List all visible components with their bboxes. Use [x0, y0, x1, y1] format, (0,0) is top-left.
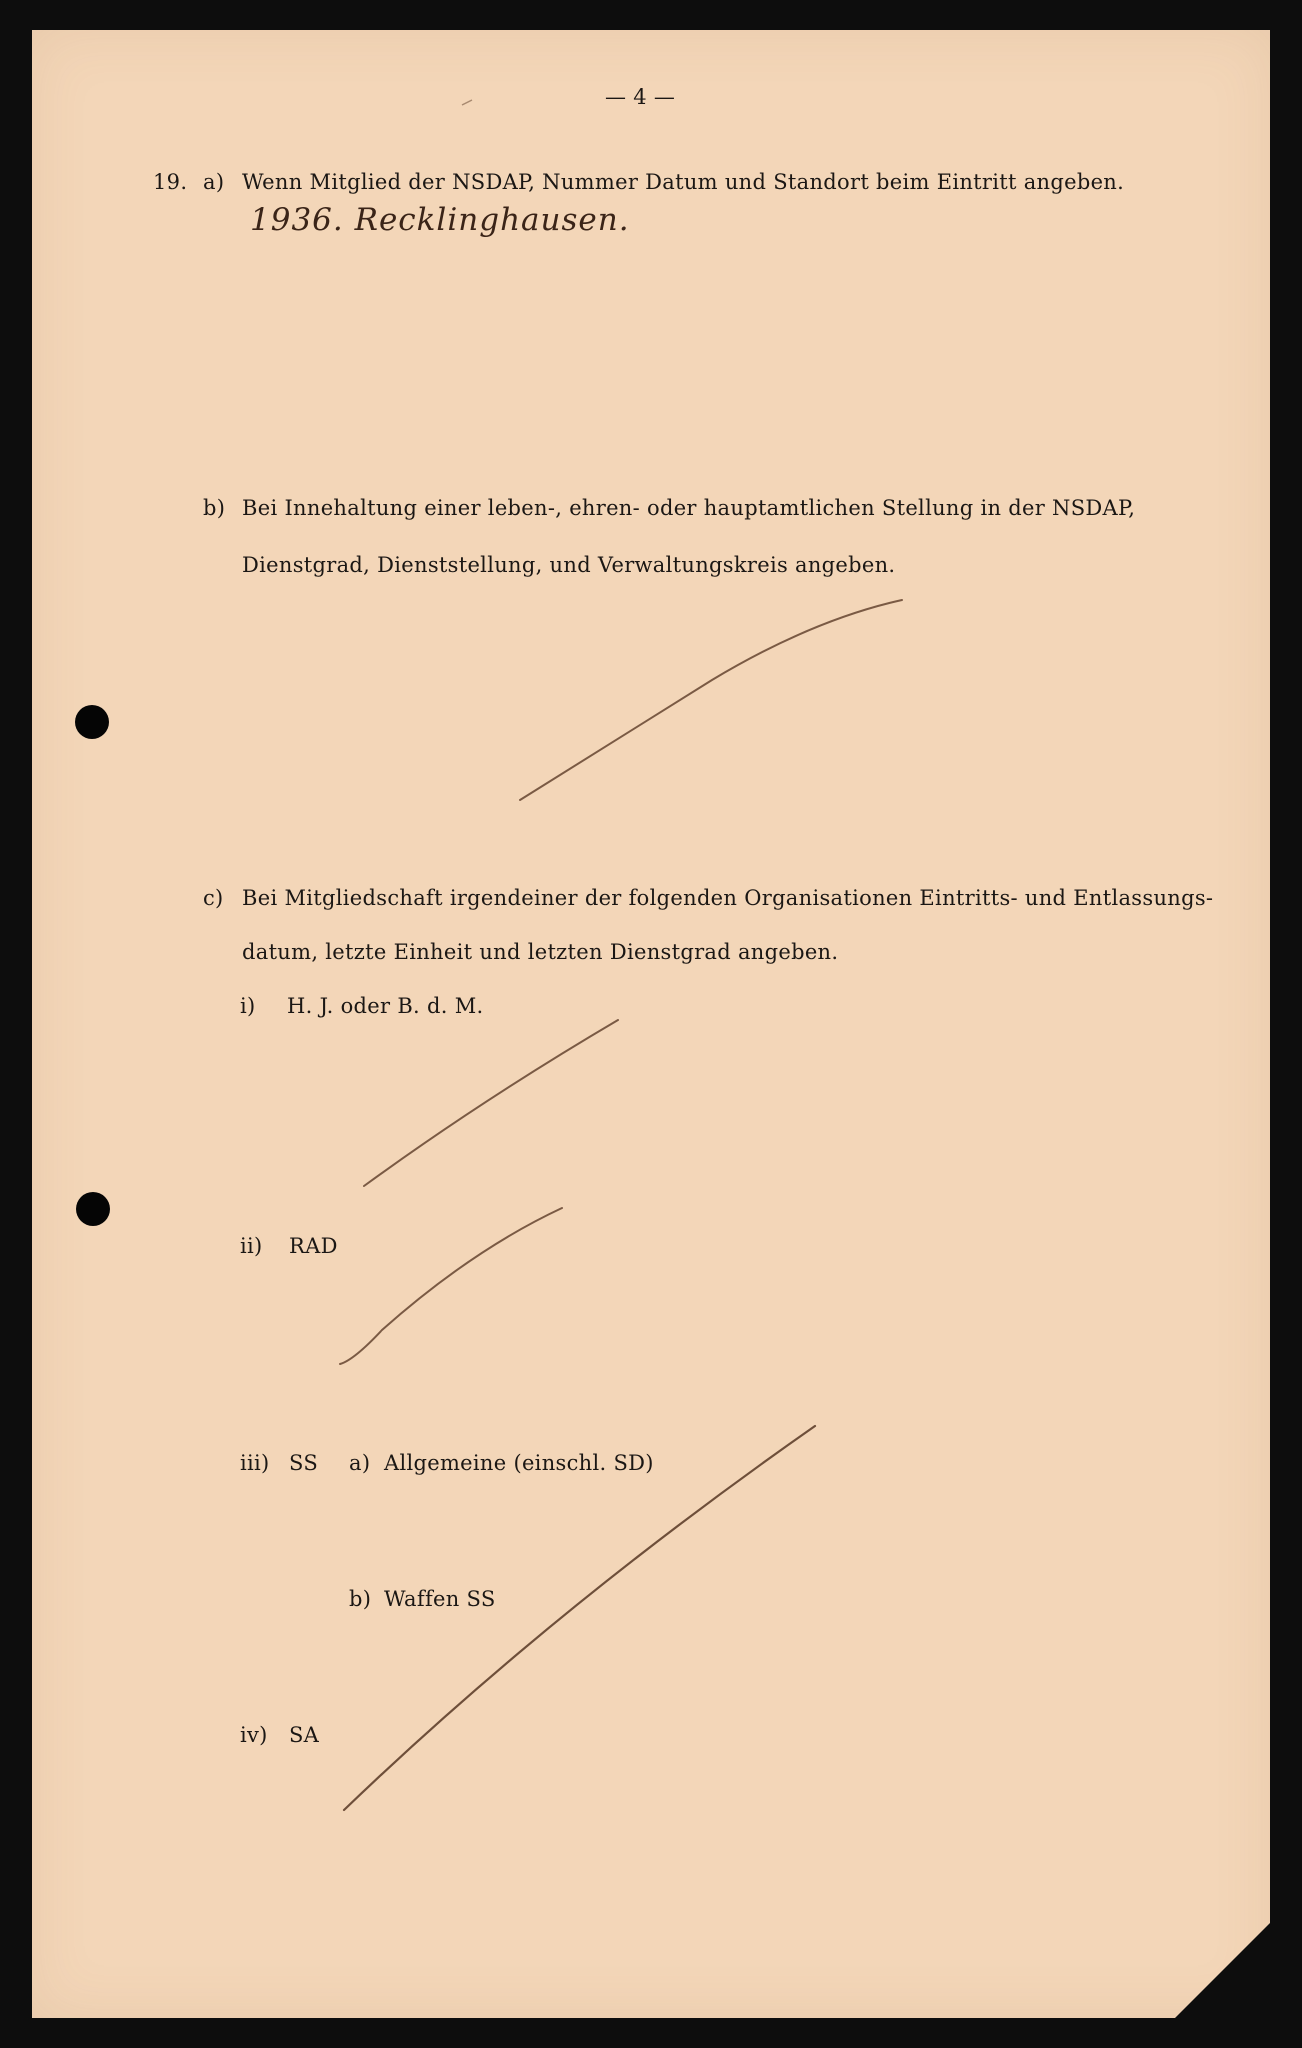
item-ss-allgemeine-text: Allgemeine (einschl. SD) — [384, 1451, 654, 1475]
q19a-text: Wenn Mitglied der NSDAP, Nummer Datum und Standort beim Eintritt angeben. — [242, 170, 1125, 194]
q19c-label: c) — [203, 886, 224, 910]
strike-line-ss — [344, 1426, 815, 1810]
strike-line-rad — [340, 1208, 562, 1364]
paper-mark — [462, 100, 472, 105]
q19a-handwritten-answer: 1936. Recklinghausen. — [250, 202, 630, 238]
q19c-line2: datum, letzte Einheit und letzten Dienstgrad angeben. — [242, 940, 839, 964]
item-sa-text: SA — [289, 1723, 320, 1747]
strike-line-b — [520, 600, 902, 800]
strike-lines — [32, 30, 1270, 2018]
strike-line-hj — [364, 1020, 618, 1186]
item-rad-text: RAD — [289, 1234, 338, 1258]
item-waffen-ss-text: Waffen SS — [384, 1587, 496, 1611]
item-rad-label: ii) — [240, 1234, 263, 1258]
q19b-line2: Dienstgrad, Dienststellung, und Verwaltungskreis angeben. — [242, 553, 896, 577]
question-number: 19. — [153, 170, 188, 194]
page-number: — 4 — — [605, 85, 676, 109]
q19b-label: b) — [203, 496, 226, 520]
torn-corner — [1175, 1923, 1270, 2018]
item-sa-label: iv) — [240, 1723, 268, 1747]
item-ss-allgemeine-label: a) — [349, 1451, 371, 1475]
item-hj-label: i) — [240, 994, 256, 1018]
item-hj-text: H. J. oder B. d. M. — [287, 994, 484, 1018]
punch-hole-lower — [76, 1192, 110, 1226]
item-ss-text: SS — [289, 1451, 319, 1475]
item-waffen-ss-label: b) — [349, 1587, 372, 1611]
q19c-line1: Bei Mitgliedschaft irgendeiner der folgenden Organisationen Eintritts- und Entlassungs- — [242, 886, 1214, 910]
document-page — [32, 30, 1270, 2018]
q19b-line1: Bei Innehaltung einer leben-, ehren- oder hauptamtlichen Stellung in der NSDAP, — [242, 496, 1136, 520]
punch-hole-upper — [75, 705, 109, 739]
q19a-label: a) — [203, 170, 225, 194]
item-ss-label: iii) — [240, 1451, 270, 1475]
